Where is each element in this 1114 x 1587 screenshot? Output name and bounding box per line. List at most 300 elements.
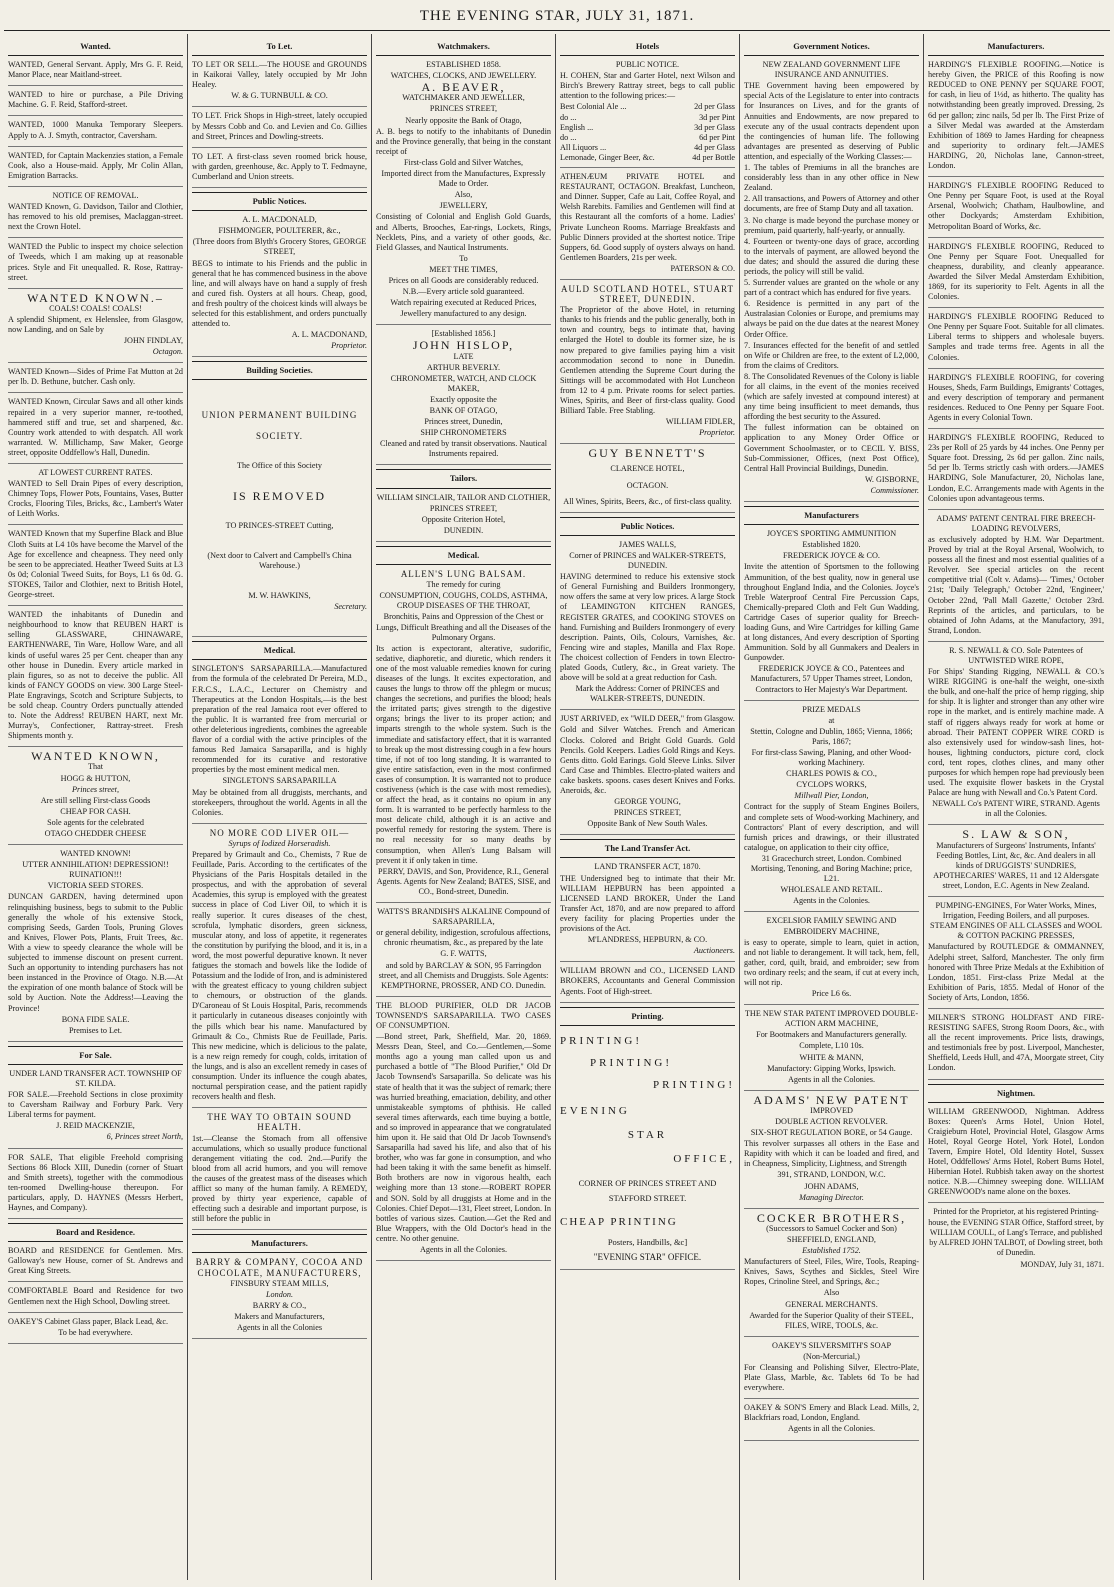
- section-heading-land-transfer: The Land Transfer Act.: [560, 839, 735, 858]
- ad-heading: UNION PERMANENT BUILDING: [201, 410, 358, 421]
- price-item: Lemonade, Ginger Beer, &c.: [560, 152, 655, 162]
- advertisement: [560, 60, 735, 168]
- ad-text: BEGS to intimate to his Friends and the public in general that he has commenced business in the above line, and will always have on hand a supply of fresh and cured fish. Oysters at all hours. Cheap, good, and fresh poultry of the choicest kinds will always be selected for this establishment, and orders punctually attended to.: [192, 258, 367, 329]
- ad-text: (Non-Mercurial,): [803, 1351, 860, 1361]
- ad-role: Proprietor.: [699, 428, 735, 438]
- ad-text: The remedy for curing: [426, 580, 501, 590]
- masthead: THE EVENING STAR, JULY 31, 1871.: [419, 8, 695, 24]
- ad-text: THE Government having been empowered by special Acts of the Legislature to enter into contracts for Insurances on Lives, and for the grants of Annuities and Endowments, are now prepared to execute any of the usual contracts dependent upon the contingencies of human life. The following advantages are presented as deserving of Public attention, and especially of the Working Classes:—: [744, 81, 919, 161]
- ad-role: Commissioner.: [870, 485, 919, 495]
- price-item: Best Colonial Ale ...: [560, 102, 627, 112]
- ad-subheading: WATCHMAKER AND JEWELLER,: [402, 93, 525, 103]
- ad-text: WANTED the inhabitants of Dunedin and neighbourhood to know that REUBEN HART is selling GLASSWARE, CHINAWARE, EARTHENWARE, Tin Ware, Hollow Ware, and all kinds of useful wares 25 per Cent. cheaper than any other house in Dunedin. Every article marked in plain figures, so as not to deceive the public. All kinds of FANCY GOODS on view. 300 Large Steel-Plate Engravings, Scotch and Scripture Subjects, to be sold cheap. Country Orders punctually attended to. Note the Address! REUBEN HART, next Mr. Murray's, Confectioner, Rattray-street. Fresh Shipments month y.: [8, 610, 183, 741]
- ad-heading: AULD SCOTLAND HOTEL, STUART STREET, DUNEDIN.: [561, 283, 734, 305]
- ad-heading: WANTED KNOWN.–: [27, 290, 164, 305]
- ad-subheading: OTAGO CHEDDER CHEESE: [44, 829, 147, 838]
- advertisement: [192, 152, 367, 188]
- ad-text: FOR SALE, That eligible Freehold comprising Sections 86 Block XIII, Dunedin (corner of Stuart and Smith streets), together with the commodious ten-roomed Dwelling-house thereupon. For particulars, apply, D. HAYNES (Messrs Herbert, Haynes, and Company).: [8, 1152, 183, 1212]
- advertisement: [376, 1001, 551, 1261]
- ad-subheading: COALS! COALS! COALS!: [49, 303, 142, 313]
- ad-text: HARDING'S FLEXIBLE ROOFING Reduced to One Penny per Square Foot, is used at the Royal Arsenal, Woolwich; Chatham, Haulbowline, and other Dockyards; Amsterdam Exhibition, Metropolitan Board of Works, &c.: [928, 181, 1104, 231]
- ad-signature: J. REID MACKENZIE,: [56, 1121, 135, 1131]
- ad-address: Princes street, Dunedin,: [424, 417, 503, 427]
- ad-place: OCTAGON.: [626, 480, 669, 490]
- ad-text: For Ships' Standing Rigging, NEWALL & CO.'s WIRE RIGGING is one-half the weight, one-sixth the bulk, and one-half the price of hemp rigging, ship for ship. It is lighter and stronger than any other wire rope in the market, and is entirely machine made. A staff of riggers always ready for work at home or abroad. Their PATENT COPPER WIRE CORD is also extensively used for window-sash lines, hot-houses, lightning conductors, picture cord, clock cord, tent ropes, clothes clines, and many other purposes for which hempen rope had previously been used. The exquisite flower baskets in the Crystal Palace are hung with Newall and Co.'s Patent Cord.: [928, 667, 1104, 798]
- ad-subheading: MEET THE TIMES,: [429, 264, 498, 274]
- ad-address: Manufactory: Gipping Works, Ipswich.: [767, 1063, 896, 1073]
- ad-text: 1st.—Cleanse the Stomach from all offensive accumulations, which so usually produce functional derangement vitiating the cod. 2nd.—Purify the blood from all acrid humors, and you will remove the causes of the greatest mass of the diseases which afflict so many of the human family. A REMEDY, proved by thirty year experience, capable of effecting such a desirable and important purpose, is still before the public in: [192, 1133, 367, 1224]
- ad-text: All Wines, Spirits, Beers, &c., of first-class quality.: [563, 496, 732, 506]
- ad-text: ATHENÆUM PRIVATE HOTEL and RESTAURANT, OCTAGON. Breakfast, Luncheon, and Dinner. Supper, Cafe au Lait, Coffee Royal, and Welsh Rarebits. Families and Gentlemen will find at this Restaurant all the comforts of a home. Ladies' Private Luncheon Rooms. Marriage Breakfasts and Public Dinners provided at the shortest notice. Tripe Suppers, 6d. Good supply of oysters always on hand. Gentlemen Boarders, 21s per week.: [560, 172, 735, 262]
- advertisement: [560, 284, 735, 444]
- advertisement: [8, 1317, 183, 1344]
- ad-text: Manufacturers of Surgeons' Instruments, Infants' Feeding Bottles, Lint, &c, &c. And dealers in all kinds of DRUGGISTS' SUNDRIES, APOTHECARIES' WARES, 11 and 12 Aldersgate street, London, E.C. Agents in New Zealand.: [933, 840, 1099, 890]
- ad-text: Awarded for the Superior Quality of their STEEL, FILES, WIRE, TOOLS, &c.: [749, 1310, 914, 1330]
- list-item: 6. Residence is permitted in any part of the Australasian Colonies or Europe, and premiums may always be paid on the due dates at the nearest Money Order Office.: [744, 299, 919, 339]
- ad-text: (Successors to Samuel Cocker and Son): [766, 1223, 897, 1233]
- advertisement: [192, 111, 367, 147]
- ad-address: 31 Gracechurch street, London. Combined Mortising, Tenoning, and Boring Machine; price, L21.: [750, 853, 913, 884]
- ad-name: A. BEAVER,: [421, 80, 506, 95]
- advertisement: [744, 1403, 919, 1440]
- ad-signature: W. GISBORNE,: [864, 474, 919, 484]
- ad-text: and sold by BARCLAY & SON, 95 Farringdon street, and all Chemists and Druggists. Sole Agents: KEMPTHORNE, PROSSER, AND CO. Dunedin.: [378, 960, 549, 990]
- ad-text: WANTED, for Captain Mackenzies station, a Female Cook, also a House-maid. Apply, Mr Colin Allan, Emigration Barracks.: [8, 150, 183, 180]
- section-heading-building-societies: Building Societies.: [192, 361, 367, 380]
- column-6: [924, 34, 1108, 1580]
- price-item: English ...: [560, 122, 594, 132]
- advertisement: [744, 1092, 919, 1209]
- ad-text: as exclusively adopted by H.M. War Department. Proved by trial at the Royal Arsenal, Woolwich, to possess all the finest and most essential qualities of a Revolver. See special articles on the recent competitive trial (Colt v. Adams)— 'Times,' October 21st; 'Daily Telegraph,' October 22nd, 'Engineer,' October 22nd, 'Pall Mall Gazette,' October 23rd. Reprints of the articles, and particulars, to be obtained of John Adams, at the Manufactory, 391, Strand, London.: [928, 534, 1104, 635]
- ad-name: HOGG & HUTTON,: [60, 773, 131, 783]
- ad-established: [Established 1856.]: [431, 329, 496, 339]
- ad-name: G. F. WATTS,: [440, 949, 487, 959]
- ad-heading: R. S. NEWALL & CO. Sole Patentees of UNTWISTED WIRE ROPE,: [949, 645, 1083, 665]
- advertisement: [744, 529, 919, 701]
- column-3: [372, 34, 556, 1580]
- advertisement: [376, 493, 551, 542]
- section-heading-wanted: Wanted.: [8, 38, 183, 56]
- ad-text: BOARD and RESIDENCE for Gentlemen. Mrs. Galloway's new House, corner of St. Andrews and Great King Streets.: [8, 1246, 183, 1276]
- column-2: [188, 34, 372, 1580]
- advertisement: [560, 448, 735, 512]
- ad-subheading: FINSBURY STEAM MILLS,: [230, 1278, 329, 1288]
- ad-text: Agents in the Colonies.: [793, 896, 870, 906]
- section-heading-hotels: Hotels: [560, 38, 735, 56]
- ad-subheading: GENERAL MERCHANTS.: [785, 1299, 878, 1309]
- column-1: [4, 34, 188, 1580]
- advertisement: [8, 610, 183, 747]
- list-item: 2. All transactions, and Powers of Attorney and other documents, are free of Stamp Duty and all taxation.: [744, 194, 919, 214]
- ad-name: WHITE & MANN,: [799, 1052, 864, 1062]
- price-item: do ...: [560, 132, 577, 142]
- ad-address: Corner of PRINCES and WALKER-STREETS, DUNEDIN.: [569, 550, 726, 571]
- ad-subheading: WHOLESALE AND RETAIL.: [780, 885, 883, 895]
- advertisement: [192, 664, 367, 823]
- ad-heading: PRIZE MEDALS: [802, 704, 861, 714]
- advertisement: [928, 646, 1104, 826]
- advertisement: [928, 901, 1104, 1009]
- ad-heading: ADAMS' PATENT CENTRAL FIRE BREECH-LOADING REVOLVERS,: [936, 513, 1096, 533]
- list-item: 1. The tables of Premiums in all the branches are considerably less than in any other office in New Zealand.: [744, 163, 919, 193]
- ad-text: OAKEY'S Cabinet Glass paper, Black Lead, &c.: [8, 1316, 169, 1326]
- ad-place: SHEFFIELD, ENGLAND,: [787, 1234, 876, 1244]
- ad-text: COMFORTABLE Board and Residence for two Gentlemen next the High School, Dowling street.: [8, 1286, 183, 1306]
- ad-text: The Office of this Society: [237, 460, 322, 470]
- ad-price: Price L6 6s.: [811, 989, 852, 999]
- printing-word: PRINTING!: [560, 1034, 642, 1047]
- ad-heading: SOCIETY.: [255, 430, 304, 441]
- ad-heading: JUST ARRIVED, ex "WILD DEER," from Glasgow.: [560, 714, 735, 724]
- advertisement: [8, 367, 183, 393]
- ad-name: BARRY & CO.,: [252, 1300, 307, 1310]
- ad-text: Cleaned and rated by transit observations. Nautical Instruments repaired.: [379, 439, 548, 459]
- ad-text: THE Undersigned beg to intimate that their Mr. WILLIAM HEPBURN has been appointed a LICENSED LAND BROKER, Under the Land Transfer Act, 1870, and are now prepared to afford every facility for placing Properties under the provisions of the Act.: [560, 873, 735, 934]
- ad-heading: NEW ZEALAND GOVERNMENT LIFE INSURANCE AND ANNUITIES.: [762, 60, 901, 80]
- section-heading-government-notices: Government Notices.: [744, 38, 919, 56]
- ad-role: Proprietor.: [331, 341, 367, 351]
- section-heading-nightmen: Nightmen.: [928, 1084, 1104, 1103]
- ad-heading: THE BLOOD PURIFIER, OLD DR JACOB TOWNSEND'S SARSAPARILLA. TWO CASES OF CONSUMPTION.: [376, 1000, 551, 1030]
- advertisement: [8, 1286, 183, 1312]
- ad-heading: ALLEN'S LUNG BALSAM.: [400, 569, 527, 580]
- imprint-date: MONDAY, July 31, 1871.: [1020, 1259, 1104, 1269]
- section-heading-printing: Printing.: [560, 1007, 735, 1026]
- price-row: [560, 102, 735, 112]
- ad-text: Prepared by Grimault and Co., Chemists, 7 Rue de Feuillade, Paris. According to the certificates of the Physicians of the Paris Hospitals detailed in the prospectus, and with the approbation of several Academies, this syrup is employed with the greatest success in place of Cod Liver Oil, to which it is really superior. It cures diseases of the chest, scrofula, lymphatic disorders, green sickness, muscular atony, and loss of appetite, it regenerates the constitution by purifying the blood, and it is, in a word, the most powerful depurative known. It never fatigues the stomach and bowels like the Iodide of Potassium and the Iodide of Iron, and is administered with the greatest efficacy to young children subject to chemours, or obstruction of the glands. D'Caroneau of St Louis Hospital, Paris, recommends it particularly in cutaneous diseases conjointly with the pills which bear his name. Manufactured by Grimault & Co., Chmists Rue de Feuillade, Paris. This new medicine, which is delicious to the palate, is a new reign remedy for cough, colds, irritation of the lungs, and is also an excellent remedy in cases of consumption. Under its influence the cough abates, nocturnal perspiration cease, and the patient rapidly recovers health and flesh.: [192, 849, 367, 1102]
- advertisement: [560, 862, 735, 962]
- ad-text: Sole agents for the celebrated: [47, 817, 144, 827]
- ad-text: Prices on all Goods are considerably reduced.: [388, 275, 539, 285]
- ad-signature: WILLIAM FIDLER,: [665, 417, 735, 427]
- ad-text: —Bond street, Park, Sheffield, Mar. 20, 1869. Messrs Dean, Steel, and Co.—Gentlemen,—Some months ago a young man called upon us and purchased a bottle of "The Blood Purifier," Old Dr Jacob Townsend's Sarsaparilla. So delicate was his state of health that it was the subject of remark; there was hurried breathing, emaciation, debility, and other unmistakeable symptoms of phthisis. He called several times afterwards, each time buying a bottle, and so improved in appearance that we congratulated him upon it. He said that Old Dr Jacob Townsend's Sarsaparilla had saved his life, and also that of his brother, who was far gone in consumption, and who had been taking it with the same benefit as himself. Both brothers are now in vigorous health, each weighing more than 13 stone.—ROBERT ROPER and SON. Sold by all druggists at Home and in the Colonies. Chief Depot—131, Fleet street, London. In bottles of various sizes. Caution.—Get the Red and Blue Wrappers, with the Old Doctor's head in the centre. No other genuine.: [376, 1032, 551, 1243]
- ad-heading: THE NEW STAR PATENT IMPROVED DOUBLE-ACTION ARM MACHINE,: [744, 1009, 919, 1029]
- section-heading-medical: Medical.: [192, 641, 367, 660]
- ad-text: For Cleansing and Polishing Silver, Electro-Plate, Plate Glass, Marble, &c. Tablets 6d To be had everywhere.: [744, 1362, 919, 1393]
- ad-text: WANTED, General Servant. Apply, Mrs G. F. Reid, Manor Place, near Maitland-street.: [8, 60, 183, 80]
- ad-text: (Next door to Calvert and Campbell's China Warehouse.): [207, 550, 352, 570]
- advertisement: [8, 468, 183, 525]
- ad-subheading: BANK OF OTAGO,: [429, 406, 498, 415]
- ad-text: WANTED to hire or purchase, a Pile Driving Machine. G. F. Reid, Stafford-street.: [8, 90, 183, 110]
- ad-heading: NO MORE COD LIVER OIL—: [209, 827, 350, 838]
- price-value: 3d per Pint: [699, 112, 735, 122]
- ad-address: PRINCES STREET,: [429, 104, 498, 114]
- ad-name: JOHN ADAMS,: [804, 1181, 859, 1191]
- ad-text: Contract for the supply of Steam Engines Boilers, and complete sets of Wood-working Machinery, and Contractors' Plant of every description, and will furnish prices and drawings, or their illustrated catalogue, on application to their city office,: [744, 802, 919, 852]
- ad-text: Also: [823, 1288, 840, 1298]
- price-row: [560, 153, 735, 163]
- ad-text: Premises to Let.: [69, 1025, 122, 1035]
- ad-text: Agents in all the Colonies.: [787, 1074, 876, 1084]
- ad-text: First-class Gold and Silver Watches,: [403, 157, 524, 167]
- ad-text: Manufactured by ROUTLEDGE & OMMANNEY, Adelphi street, Salford, Manchester. The only firm honored with Three Prize Medals at the Exhibition of London, 1851. First-class Prize Medal at the Exhibition of Paris, 1855. Medal of Honor of the Society of Arts, London, 1856.: [928, 942, 1104, 1002]
- ad-role: Auctioneers.: [693, 946, 735, 956]
- ad-address: Millwall Pier, London,: [794, 791, 869, 801]
- ad-text: is easy to operate, simple to learn, quiet in action, and not liable to derangement. It will tack, hem, fell, gather, cord, quilt, braid, and embroider; sew from two ordinary reels; and the seam, if cut at every inch, will not rip.: [744, 937, 919, 987]
- ad-heading: NOTICE OF REMOVAL.: [52, 190, 139, 200]
- ad-text: Agents in all the Colonies.: [787, 1424, 876, 1434]
- ad-text: DUNCAN GARDEN, having determined upon relinquishing business, begs to submit to the Public generally the whole of his extensive Stock, comprising Seeds, Garden Tools, Pruning Gloves and Knives, Flower Pots, Plants, Fruit Trees, &c. With a view to speedy clearance the whole will be subjected to immense discount on present current. Such an opportunity to intending purchasers has not been instanced in the Province of Otago. N.B.—At the expiration of one month balance of Stock will be sold by Auction. Note the Address!—Leaving the Province!: [8, 892, 183, 1013]
- ad-text: HARDING'S FLEXIBLE ROOFING, Reduced to 23s per Roll of 25 yards by 44 inches. One Penny per Square foot. Dressing, 2s 6d per gallon. Zinc nails, 5d per lb. Terms strictly cash with orders.—JAMES HARDING, Sole Manufacturer, 20, Nicholas lane, London, E.C. Arrangements made with Agents in the Colonies upon advantageous terms.: [928, 433, 1104, 503]
- section-heading-for-sale: For Sale.: [8, 1046, 183, 1065]
- ad-heading: PUBLIC NOTICE.: [615, 60, 680, 70]
- ad-text: Manufacturers of Steel, Files, Wire, Tools, Reaping-Knives, Saws, Scythes and Sickles, Steel Wire Ropes, Crinoline Steel, and Springs, &c.;: [744, 1257, 919, 1287]
- list-item: 4. Fourteen or twenty-one days of grace, according to the intervals of payment, are allowed beyond the due dates; and should the assured die during these periods, the policy will still be valid.: [744, 236, 919, 276]
- ad-heading: COCKER BROTHERS,: [756, 1210, 907, 1225]
- advertisement: [8, 397, 183, 464]
- ad-signature: PERRY, DAVIS, and Son, Providence, R.I., General Agents. Agents for New Zealand; BATES, SISE, and CO., Bond-street, Dunedin.: [376, 866, 551, 896]
- ad-text: N.B.—Every article sold guaranteed.: [402, 287, 525, 297]
- ad-text: IMPROVED: [810, 1105, 853, 1115]
- ad-heading: UNDER LAND TRANSFER ACT. TOWNSHIP OF ST. KILDA.: [9, 1068, 182, 1088]
- ad-heading: LAND TRANSFER ACT, 1870.: [594, 862, 701, 872]
- ad-address: CORNER OF PRINCES STREET AND: [578, 1177, 717, 1188]
- ad-text: Also,: [454, 190, 473, 200]
- ad-text: WANTED Known that my Superfine Black and Blue Cloth Suits at L4 10s have become the Marvel of the Age for excellence and cheapness. They need only be seen to be appreciated. Heather Tweed Suits at L3 0s 0d; Colonial Tweed Suits, for Boys, L1 6s 0d. G. STOKES, Tailor and Clothier, next to British Hotel, George-street.: [8, 529, 183, 600]
- ad-text: TO LET. Frick Shops in High-street, lately occupied by Messrs Cobb and Co. and Levien and Co. Gillies and Street, Princes and Dowling-streets.: [192, 111, 367, 141]
- imprint-text: Printed for the Proprietor, at his registered Printing-house, the EVENING STAR Office, Stafford street, by WILLIAM COULL, of Lang's Terrace, and published by ALFRED JOHN TALBOT, of Dowling street, both of Dunedin.: [928, 1207, 1104, 1257]
- section-heading-public-notices: Public Notices.: [560, 517, 735, 536]
- ad-address: STAFFORD STREET.: [608, 1192, 687, 1203]
- price-value: 3d per Glass: [694, 122, 735, 132]
- ad-text: Gold and Silver Watches. French and American Clocks. Colored and Bright Gold Guards. Gold Pencils. Gold Keepers. Ladies Gold Rings and Keys. Gents ditto. Gold Earings. Gold Sleeve Links. Silver Card Case and Thimbles. Electro-plated waiters and cake baskets. spoons. cases desert Knives and Forks. Aneroids, &c.: [560, 725, 735, 795]
- ad-text: The Proprietor of the above Hotel, in returning thanks to his friends and the public generally, both in town and country, begs to intimate that, having enlarged the Hotel to double its former size, he is now prepared to give families paying him a visit accommodation second to none in Dunedin. Gentlemen attending the Supreme Court during the Sittings will be accommodated with Hot Luncheon from 12 to 4 p.m. Private rooms for select parties. Wines, Spirits, and Beer of first-class quality. Good Billiard Table. Free Stabling.: [560, 305, 735, 416]
- ad-text: For first-class Sawing, Planing, and other Wood-working Machinery.: [751, 748, 912, 768]
- ad-text: A. B. begs to notify to the inhabitants of Dunedin and the Province generally, that being in the constant receipt of: [376, 126, 551, 156]
- ad-address: PRINCES STREET,: [613, 808, 682, 818]
- advertisement: [928, 181, 1104, 237]
- advertisement: [744, 60, 919, 502]
- ad-text: Posters, Handbills, &c]: [607, 1236, 688, 1247]
- ad-subheading: CLARENCE HOTEL,: [610, 464, 685, 474]
- printing-word: PRINTING!: [590, 1056, 672, 1069]
- advertisement: [928, 1013, 1104, 1080]
- ad-text: at: [828, 715, 835, 725]
- ad-heading: JOYCE'S SPORTING AMMUNITION: [766, 529, 897, 539]
- ad-text: WANTED, 1000 Manuka Temporary Sleepers. Apply to A. J. Smyth, contractor, Caversham.: [8, 120, 183, 140]
- advertisement: [8, 849, 183, 1042]
- ad-text: OAKEY & SON'S Emery and Black Lead. Mills, 2, Blackfriars road, London, England.: [744, 1403, 919, 1423]
- ad-text: WANTED to Sell Drain Pipes of every description, Chimney Tops, Flower Pots, Fountains, Vases, Butter Crocks, Flooring Tiles, Bricks, &c., Lambert's Water of Leith Works.: [8, 479, 183, 519]
- advertisement: [192, 215, 367, 357]
- advertisement: [8, 1246, 183, 1282]
- advertisement: [928, 312, 1104, 368]
- ad-signature: FREDERICK JOYCE & CO., Patentees and Manufacturers, 57 Upper Thames street, London, Contractors to Her Majesty's War Department.: [750, 664, 913, 694]
- ad-text: Agents in all the Colonies.: [419, 1245, 508, 1255]
- ad-subheading: SINGLETON'S SARSAPARILLA: [222, 776, 337, 786]
- section-heading-manufacturers: Manufacturers.: [928, 38, 1104, 56]
- ad-text: Consisting of Colonial and English Gold Guards, and Alberts, Brooches, Ear-rings, Lockets, Rings, Necklets, Pins, and a variety of other goods, &c. Field Glasses, and Nautical Instruments.: [376, 212, 551, 252]
- advertisement: [8, 60, 183, 86]
- advertisement: [192, 1257, 367, 1339]
- printing-word: PRINTING!: [653, 1078, 735, 1091]
- ad-text: Its action is expectorant, alterative, sudorific, sedative, diaphoretic, and diuretic, which renders it one of the most valuable remedies known for curing diseases of the lungs. It excites expectoration, and causes the lungs to throw off the phlegm or mucus; changes the secretions, and purifies the blood; heals the irritated parts; gives strength to the digestive organs; brings the liver to its proper action; and imparts strength to the whole system. Such is the immediate and satisfactory effect, that it is warranted to break up the most distressing cough in a few hours time, if not of too long standing. It is warranted to give entire satisfaction, even in the most confirmed cases of consumption. It is warranted not to produce costiveness (which is the case with most remedies), or affect the head, as it contains no opium in any form. It is warranted to be perfectly harmless to the most delicate child, although it is an active and powerful remedy for restoring the system. There is no real necessity for so many deaths by consumption, when Allen's Lung Balsam will prevent it if only taken in time.: [376, 643, 551, 865]
- advertisement: [928, 373, 1104, 429]
- ad-text: The fullest information can be obtained on application to any Money Order Office or Government Schoolmaster, or to CECIL Y. BISS, Sub-Commissioner, Offices, (next Post Office), Central Hall Provincial Buildings, Dunedin.: [744, 423, 919, 473]
- advertisement: [192, 410, 367, 637]
- ad-text: This revolver surpasses all others in the Ease and Rapidity with which it can be loaded and fired, and in Cheapness, Simplicity, Lightness, and Strength: [744, 1139, 919, 1169]
- ad-address: 391, STRAND, LONDON, W.C.: [777, 1170, 886, 1180]
- ad-address: Princes street,: [72, 784, 119, 794]
- advertisement: [8, 120, 183, 146]
- ad-address: Mark the Address: Corner of PRINCES and WALKER-STREETS, DUNEDIN.: [575, 684, 720, 704]
- ad-address: 6, Princes street North,: [106, 1132, 183, 1142]
- ad-text: Exactly opposite the: [430, 394, 497, 404]
- ad-name: ARTHUR BEVERLY.: [426, 362, 501, 372]
- ad-heading: WATTS'S BRANDISH'S ALKALINE Compound of SARSAPARILLA,: [377, 907, 550, 927]
- advertisement: [928, 60, 1104, 177]
- ad-heading: WANTED KNOWN!: [60, 849, 131, 859]
- ad-text: Nearly opposite the Bank of Otago,: [405, 115, 522, 125]
- advertisement: [192, 1112, 367, 1230]
- ad-text: WANTED Known, G. Davidson, Tailor and Clothier, has removed to his old premises, Maclaggan-street. next the Crown Hotel.: [8, 202, 183, 232]
- advertisement: [8, 290, 183, 364]
- ad-signature: NEWALL Co's PATENT WIRE, STRAND. Agents in all the Colonies.: [932, 799, 1100, 819]
- ad-subheading: BONA FIDE SALE.: [61, 1014, 130, 1024]
- ad-name: CHARLES POWIS & CO.,: [786, 769, 877, 779]
- advertisement: [928, 242, 1104, 309]
- price-item: do ...: [560, 112, 577, 122]
- ad-text: Watch repairing executed at Reduced Prices,: [390, 298, 537, 308]
- advertisement: [8, 1153, 183, 1220]
- ad-signature: M'LANDRESS, HEPBURN, & CO.: [587, 935, 708, 945]
- imprint: [928, 1207, 1104, 1270]
- ad-subheading: CHEAP FOR CASH.: [60, 806, 131, 816]
- ad-signature: M. W. HAWKINS,: [248, 591, 311, 601]
- ad-text: H. COHEN, Star and Garter Hotel, next Wilson and Birch's Brewery Rattray street, begs to call public attention to the following prices:—: [560, 71, 735, 101]
- ad-text: For Bootmakers and Manufacturers generally.: [756, 1030, 907, 1040]
- ad-subheading: VICTORIA SEED STORES.: [47, 881, 144, 891]
- ad-text: TO PRINCES-STREET Cutting,: [225, 520, 334, 530]
- ad-text: TO LET OR SELL.—The HOUSE and GROUNDS in Kaikorai Valley, lately occupied by Mr John Healey.: [192, 60, 367, 90]
- ad-subheading: CHRONOMETER, WATCH, AND CLOCK MAKER,: [390, 373, 537, 393]
- ad-text: WILLIAM GREENWOOD, Nightman. Address Boxes: Queen's Arms Hotel, Union Hotel, Craigieburn Hotel, Provincial Hotel, Glasgow Arms Hotel, Royal George Hotel, York Hotel, London Tavern, Empire Hotel, Old Identity Hotel, Sussex Hotel, Oddfellows' Arms Hotel, Robert Burns Hotel, Hibernian Hotel. Rubbish taken away on the shortest notice. N.B.—Chimney sweeping done. WILLIAM GREENWOOD's name alone on the boxes.: [928, 1106, 1104, 1197]
- advertisement: [376, 329, 551, 465]
- ad-name: FREDERICK JOYCE & CO.: [783, 551, 880, 561]
- advertisement: [560, 966, 735, 1002]
- ad-text: Imported direct from the Manufactures, Expressly Made to Order.: [381, 169, 546, 189]
- ad-signature: "EVENING STAR" OFFICE.: [593, 1251, 702, 1262]
- ad-subheading: SIX-SHOT REGULATION BORE, or 54 Gauge.: [750, 1128, 913, 1138]
- ad-text: Agents in all the Colonies: [236, 1323, 323, 1332]
- price-list: [560, 102, 735, 163]
- ad-heading: IS REMOVED: [232, 488, 326, 503]
- advertisement: [560, 540, 735, 711]
- ad-text: MILNER'S STRONG HOLDFAST AND FIRE-RESISTING SAFES, Strong Room Doors, &c., with all the recent improvements. Price lists, drawings, and testimonials free by post. Liverpool, Manchester, Sheffield, Leeds Hull, and 47A, Moorgate street, City London.: [928, 1012, 1104, 1073]
- ad-signature: JOHN FINDLAY,: [123, 336, 183, 346]
- price-value: 2d per Glass: [694, 102, 735, 112]
- advertisement: [8, 90, 183, 116]
- ad-text: WILLIAM BROWN and CO., LICENSED LAND BROKERS, Accountants and General Commission Agents. Foot of High-street.: [560, 966, 735, 996]
- section-heading-tailors: Tailors.: [376, 469, 551, 488]
- ad-text: Invite the attention of Sportsmen to the following Ammunition, of the best quality, now in general use throughout England India, and the Colonies. Joyce's Treble Waterproof Central Fire Percussion Caps, Chemically-prepared Cloth and Felt Gun Wadding, Cartridge Cases of superior quality for Breech-loading Guns, and Wire Cartridges for killing Game at long distances, And every description of Sporting Ammunition. Sold by all Gunmakers and Dealers in Gunpowder.: [744, 562, 919, 663]
- advertisement: [376, 907, 551, 997]
- ad-heading: AT LOWEST CURRENT RATES.: [38, 468, 153, 477]
- advertisement: [8, 191, 183, 238]
- ad-role: Secretary.: [334, 602, 367, 612]
- price-row: [560, 133, 735, 143]
- ad-text: FOR SALE.—Freehold Sections in close proximity to Caversham Railway and Forbury Park. Very Liberal terms for payment.: [8, 1090, 183, 1120]
- section-heading-manufacturers: Manufacturers: [744, 506, 919, 525]
- advertisement: [928, 1107, 1104, 1204]
- ad-name: WILLIAM SINCLAIR, TAILOR AND CLOTHIER,: [376, 492, 551, 502]
- ad-heading: PUMPING-ENGINES, For Water Works, Mines, Irrigation, Feeding Boilers, and all purposes. STEAM ENGINES OF ALL CLASSES and WOOL & COTTON PACKING PRESSES,: [930, 901, 1102, 941]
- ad-text: HARDING'S FLEXIBLE ROOFING Reduced to One Penny per Square Foot. Suitable for all climates. Liberal terms to shippers and wholesale buyers. Samples and trade terms free. Agents in all the Colonies.: [928, 312, 1104, 362]
- ad-heading: OAKEY'S SILVERSMITH'S SOAP: [771, 1340, 892, 1350]
- column-4: [556, 34, 740, 1580]
- ad-text: Stettin, Cologne and Dublin, 1865; Vienna, 1866; Paris, 1867;: [750, 726, 913, 746]
- section-heading-board: Board and Residence.: [8, 1223, 183, 1242]
- ad-place: DUNEDIN.: [443, 525, 484, 535]
- price-item: All Liquors ...: [560, 142, 607, 152]
- ad-established: Established 1820.: [802, 540, 861, 550]
- ad-price: Complete, L10 10s.: [799, 1041, 864, 1051]
- advertisement: [560, 714, 735, 835]
- ad-heading: BARRY & COMPANY, COCOA AND CHOCOLATE, MANUFACTURERS,: [195, 1257, 364, 1278]
- ad-subheading: FISHMONGER, POULTERER, &c.,: [218, 226, 341, 236]
- ad-subheading: DOUBLE ACTION REVOLVER.: [775, 1117, 888, 1126]
- ad-text: Bronchitis, Pains and Oppression of the Chest or Lungs, Difficult Breathing and all the Diseases of the Pulmonary Organs.: [376, 612, 551, 642]
- ad-text: WANTED Known—Sides of Prime Fat Mutton at 2d per lb. D. Bethune, butcher. Cash only.: [8, 367, 183, 387]
- column-5: [740, 34, 924, 1580]
- list-item: 7. Insurances effected for the benefit of and settled on Wife or Children are free, to the extent of L2,000, from the claims of Creditors.: [744, 340, 919, 370]
- ad-heading: ADAMS' NEW PATENT: [753, 1092, 910, 1107]
- price-value: 4d per Bottle: [692, 152, 735, 162]
- ad-place: Octagon.: [152, 347, 183, 357]
- ad-heading: GUY BENNETT'S: [588, 446, 707, 461]
- price-value: 6d per Pint: [699, 132, 735, 142]
- ad-heading: THE WAY TO OBTAIN SOUND HEALTH.: [207, 1112, 352, 1133]
- ad-role: Makers and Manufacturers,: [234, 1311, 325, 1321]
- advertisement: [744, 705, 919, 913]
- advertisement: [8, 751, 183, 845]
- page-columns: [4, 34, 1110, 1580]
- masthead-rule: [4, 30, 1110, 31]
- ad-subheading: CYCLOPS WORKS,: [796, 780, 867, 790]
- price-value: 4d per Glass: [694, 142, 735, 152]
- ad-text: A splendid Shipment, ex Helenslee, from Glasgow, now Landing, and on Sale by: [8, 314, 183, 334]
- ad-text: To be had everywhere.: [58, 1327, 133, 1337]
- ad-established: ESTABLISHED 1858.: [426, 60, 501, 70]
- office-word: EVENING: [560, 1104, 630, 1117]
- price-row: [560, 123, 735, 133]
- advertisement: [8, 151, 183, 187]
- advertisement: [560, 172, 735, 280]
- ad-signature: PATERSON & CO.: [670, 263, 735, 273]
- section-heading-medical: Medical.: [376, 546, 551, 565]
- ad-heading: WATCHES, CLOCKS, AND JEWELLERY.: [390, 71, 537, 81]
- ad-subheading: SHIP CHRONOMETERS: [420, 428, 507, 438]
- ad-name: GEORGE YOUNG,: [614, 797, 681, 807]
- ad-text: Opposite Bank of New South Wales.: [587, 819, 708, 829]
- ad-subheading: Syrups of Iodized Horseradish.: [228, 838, 331, 848]
- advertisement: [192, 60, 367, 107]
- advertisement: [8, 1069, 183, 1149]
- list-item: 8. The Consolidated Revenues of the Colony is liable for all claims, in the event of the monies received (which are safely invested at compound interest) at any time being insufficient to meet demands, thus affording the best security to the Assured.: [744, 371, 919, 422]
- ad-address: (Three doors from Blyth's Grocery Stores, GEORGE STREET,: [192, 237, 367, 257]
- ad-heading: EXCELSIOR FAMILY SEWING AND EMBROIDERY MACHINE,: [766, 916, 897, 936]
- ad-text: HARDING'S FLEXIBLE ROOFING, Reduced to One Penny per Square Foot. Unequalled for cheapness, durability, and cleanly appearance. Awarded the Silver Medal Amsterdam Exhibition, 1869, for its superiority to Felt. Agents in all the Colonies.: [928, 241, 1104, 302]
- advertisement: [928, 514, 1104, 642]
- ad-text: WANTED the Public to inspect my choice selection of Tweeds, which I am making up at reasonable prices. Style and Fit unequalled. R. Rose, Rattray-street.: [8, 242, 183, 282]
- ad-text: HARDING'S FLEXIBLE ROOFING, for covering Houses, Sheds, Farm Buildings, Emigrants' Cottages, and every description of temporary and permanent residences. Reduced to One Penny per Square Foot. Agents in every Colonial Town.: [928, 372, 1104, 422]
- ad-heading: S. LAW & SON,: [962, 827, 1070, 842]
- ad-signature: W. & G. TURNBULL & CO.: [231, 91, 328, 101]
- ad-name: JAMES WALLS,: [618, 539, 677, 549]
- ad-text: Opposite Criterion Hotel,: [421, 514, 506, 524]
- ad-text: HARDING'S FLEXIBLE ROOFING.—Notice is hereby Given, the PRICE of this Roofing is now REDUCED to ONE PENNY per SQUARE FOOT, for cash, in lieu of 1½d, as hitherto. The quality has notwithstanding been greatly improved. Dressing, 2s 6d per gallon; zinc nails, 5d per lb. The First Prize of a Silver Medal was awarded at the Amsterdam Exhibition of 1869 to James Harding for cheapness and superiority to ordinary felt.—JAMES HARDING, 20, Nicholas lane, Cannon-street, London.: [928, 60, 1104, 171]
